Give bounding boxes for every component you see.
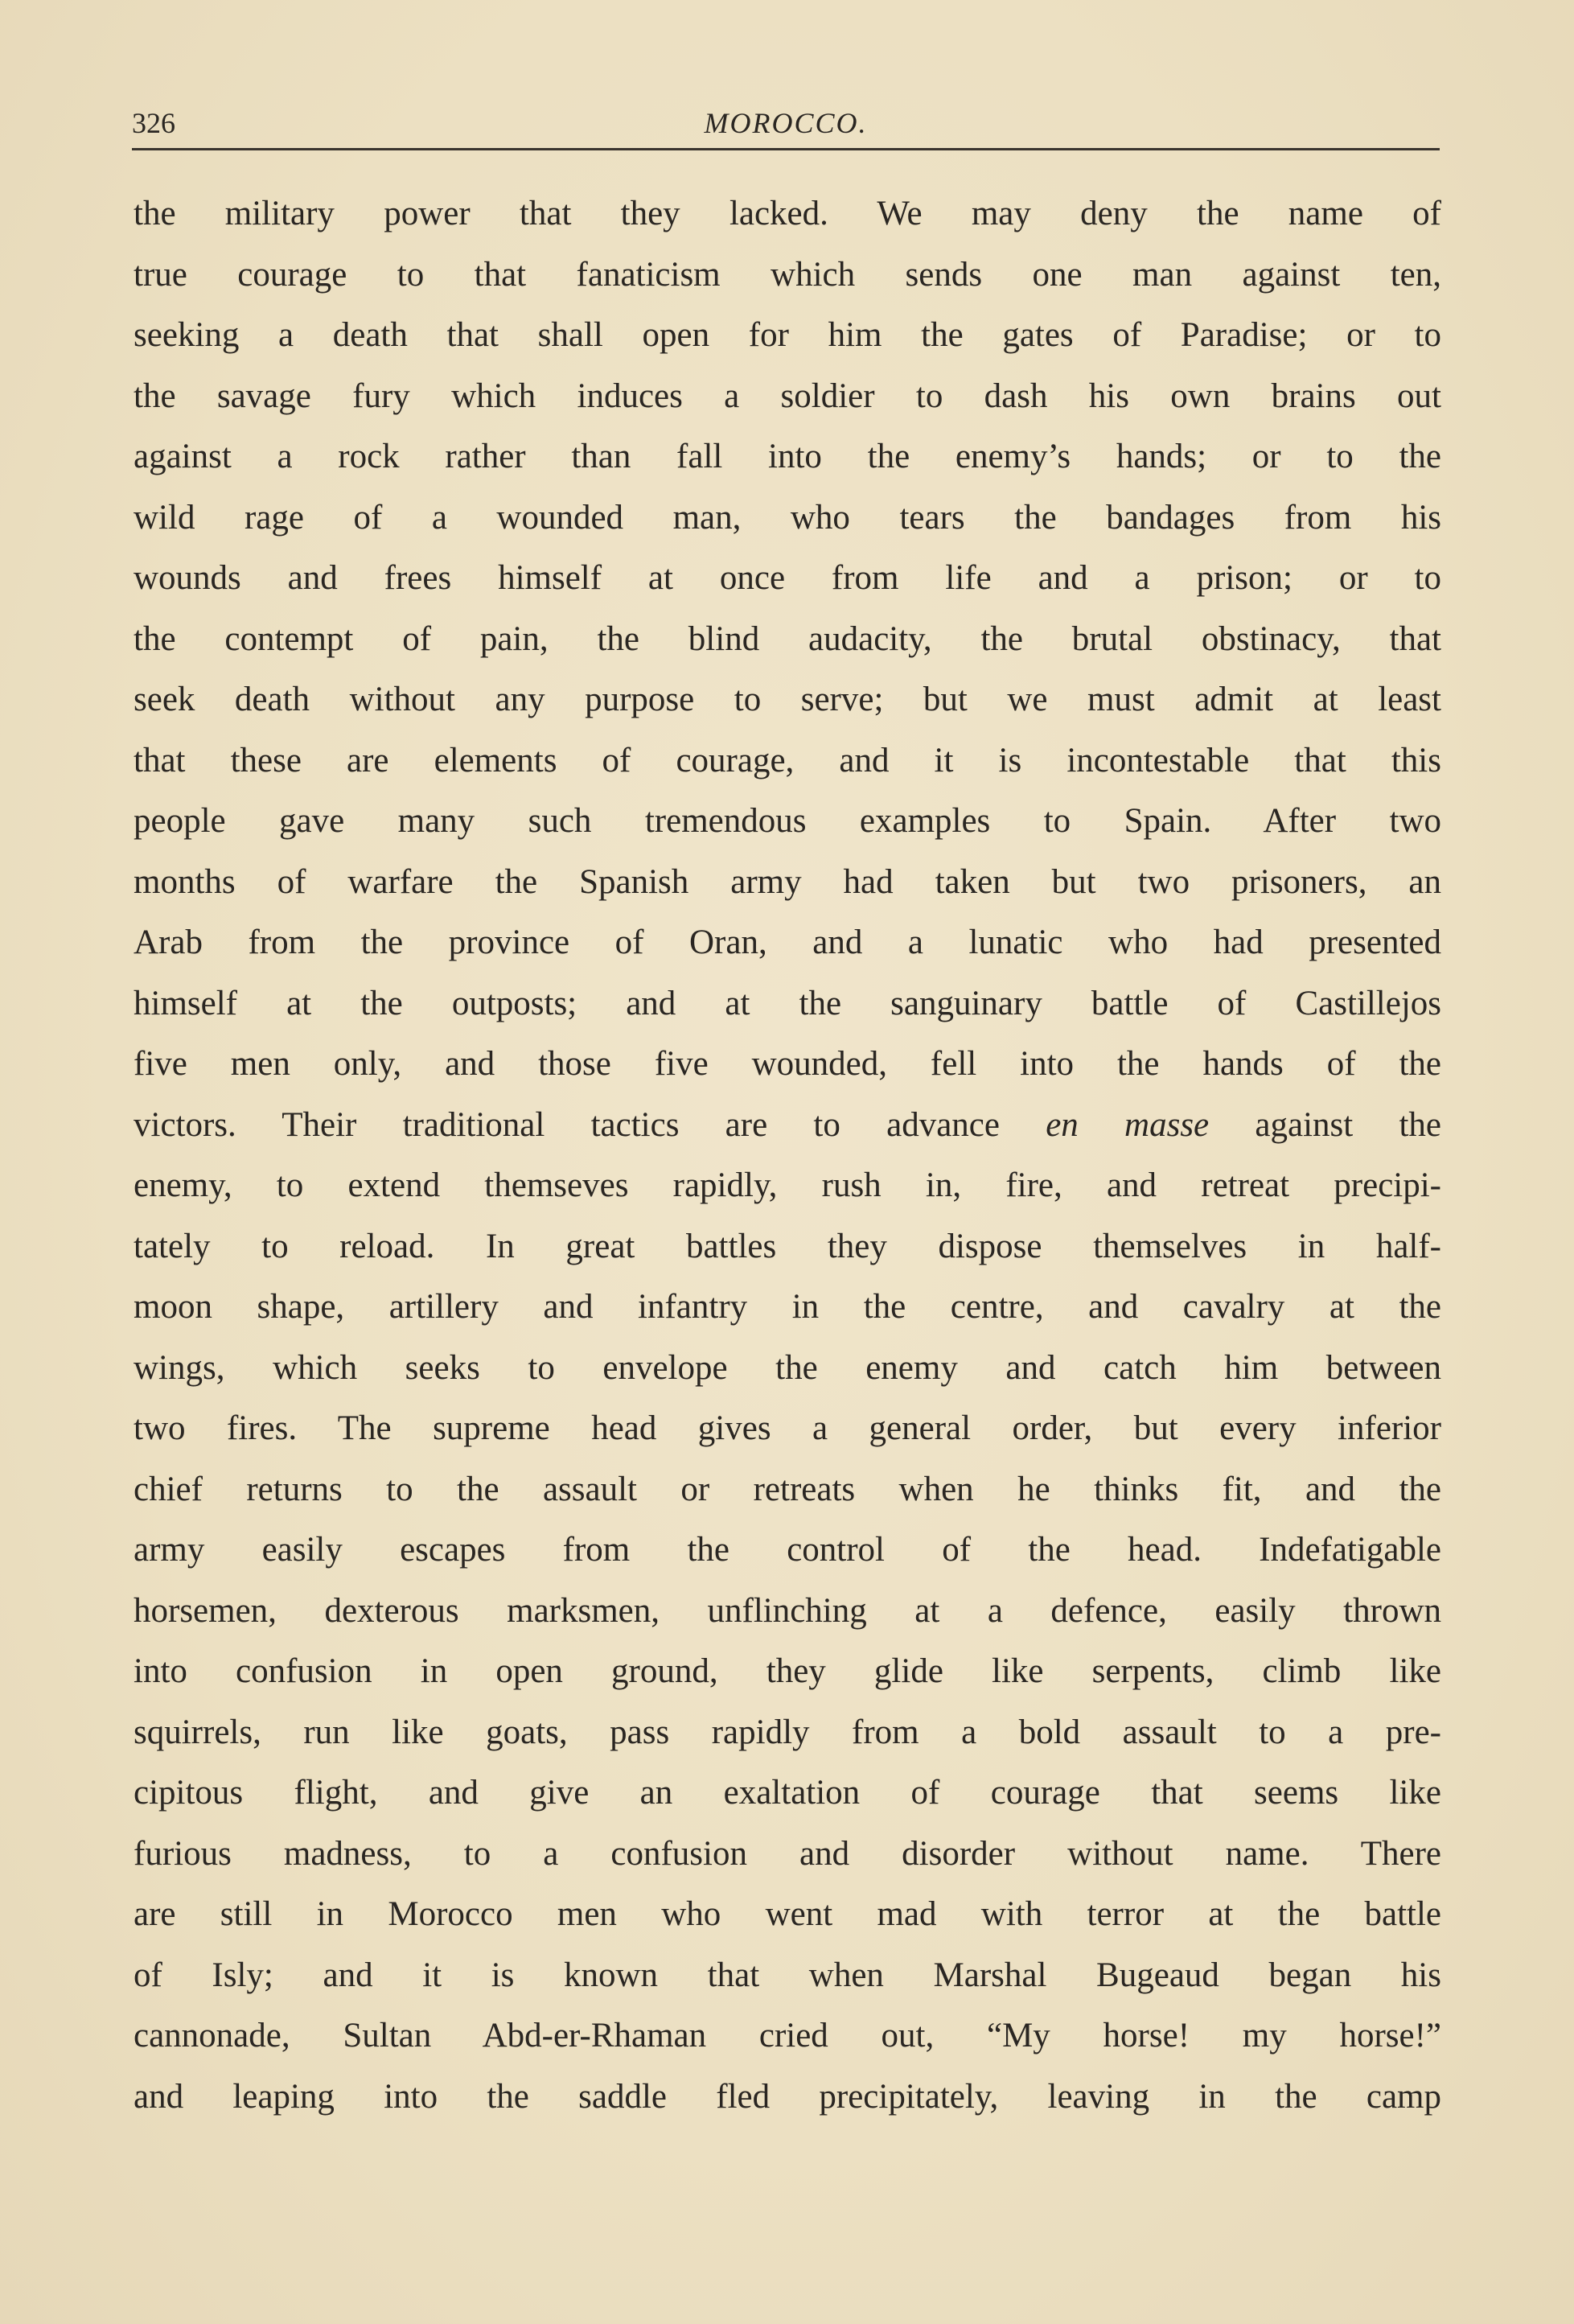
body-text xyxy=(134,183,1441,2127)
text-line: against a rock rather than fall into the enemy’s hands; or to the xyxy=(134,438,1441,475)
text-line: Arab from the province of Oran, and a lunatic who had presented xyxy=(134,923,1441,961)
text-line: people gave many such tremendous examples to Spain. After two xyxy=(134,802,1441,840)
italic-phrase: en masse xyxy=(1046,1105,1210,1144)
text-line: seek death without any purpose to serve; but we must admit at least xyxy=(134,681,1441,718)
text-line: true courage to that fanaticism which sends one man against ten, xyxy=(134,255,1441,294)
text-line: that these are elements of courage, and it is incontestable that this xyxy=(134,741,1441,779)
text-line: moon shape, artillery and infantry in the centre, and cavalry at the xyxy=(134,1288,1441,1326)
text-segment: victors. Their traditional tactics are to advance xyxy=(134,1105,1046,1144)
text-line: chief returns to the assault or retreats when he thinks fit, and the xyxy=(134,1470,1441,1508)
text-line: wild rage of a wounded man, who tears the bandages from his xyxy=(134,498,1441,537)
text-line: seeking a death that shall open for him the gates of Paradise; or to xyxy=(134,316,1441,354)
text-line: army easily escapes from the control of the head. Indefatigable xyxy=(134,1531,1441,1569)
text-line: two fires. The supreme head gives a general order, but every inferior xyxy=(134,1409,1441,1447)
running-title: MOROCCO. xyxy=(704,107,868,139)
text-line-with-italic xyxy=(134,1095,1441,1156)
text-line: cipitous flight, and give an exaltation of courage that seems like xyxy=(134,1774,1441,1812)
text-line: and leaping into the saddle fled precipitately, leaving in the camp xyxy=(134,2077,1441,2116)
text-line: himself at the outposts; and at the sanguinary battle of Castillejos xyxy=(134,984,1441,1022)
text-line: tately to reload. In great battles they dispose themselves in half- xyxy=(134,1227,1441,1265)
text-line: squirrels, run like goats, pass rapidly from a bold assault to a pre- xyxy=(134,1713,1441,1751)
text-line: the savage fury which induces a soldier to dash his own brains out xyxy=(134,376,1441,415)
text-segment: against the xyxy=(1209,1105,1441,1144)
text-line: the contempt of pain, the blind audacity, the brutal obstinacy, that xyxy=(134,619,1441,658)
running-head xyxy=(132,103,1440,143)
text-line: into confusion in open ground, they glide like serpents, climb like xyxy=(134,1652,1441,1690)
page-number: 326 xyxy=(132,107,175,139)
header-rule xyxy=(132,148,1440,150)
text-line: months of warfare the Spanish army had taken but two prisoners, an xyxy=(134,862,1441,901)
text-line: the military power that they lacked. We may deny the name of xyxy=(134,195,1441,232)
text-line: horsemen, dexterous marksmen, unflinching at a defence, easily thrown xyxy=(134,1591,1441,1630)
text-line: wounds and frees himself at once from life and a prison; or to xyxy=(134,559,1441,597)
text-line: five men only, and those five wounded, fell into the hands of the xyxy=(134,1045,1441,1083)
text-line: cannonade, Sultan Abd-er-Rhaman cried out, “My horse! my horse!” xyxy=(134,2017,1441,2055)
text-line: are still in Morocco men who went mad with terror at the battle xyxy=(134,1895,1441,1933)
text-line: enemy, to extend themseves rapidly, rush in, fire, and retreat precipi- xyxy=(134,1166,1441,1204)
text-line: wings, which seeks to envelope the enemy and catch him between xyxy=(134,1348,1441,1387)
text-line: furious madness, to a confusion and disorder without name. There xyxy=(134,1834,1441,1873)
text-line: of Isly; and it is known that when Marshal Bugeaud began his xyxy=(134,1956,1441,1994)
